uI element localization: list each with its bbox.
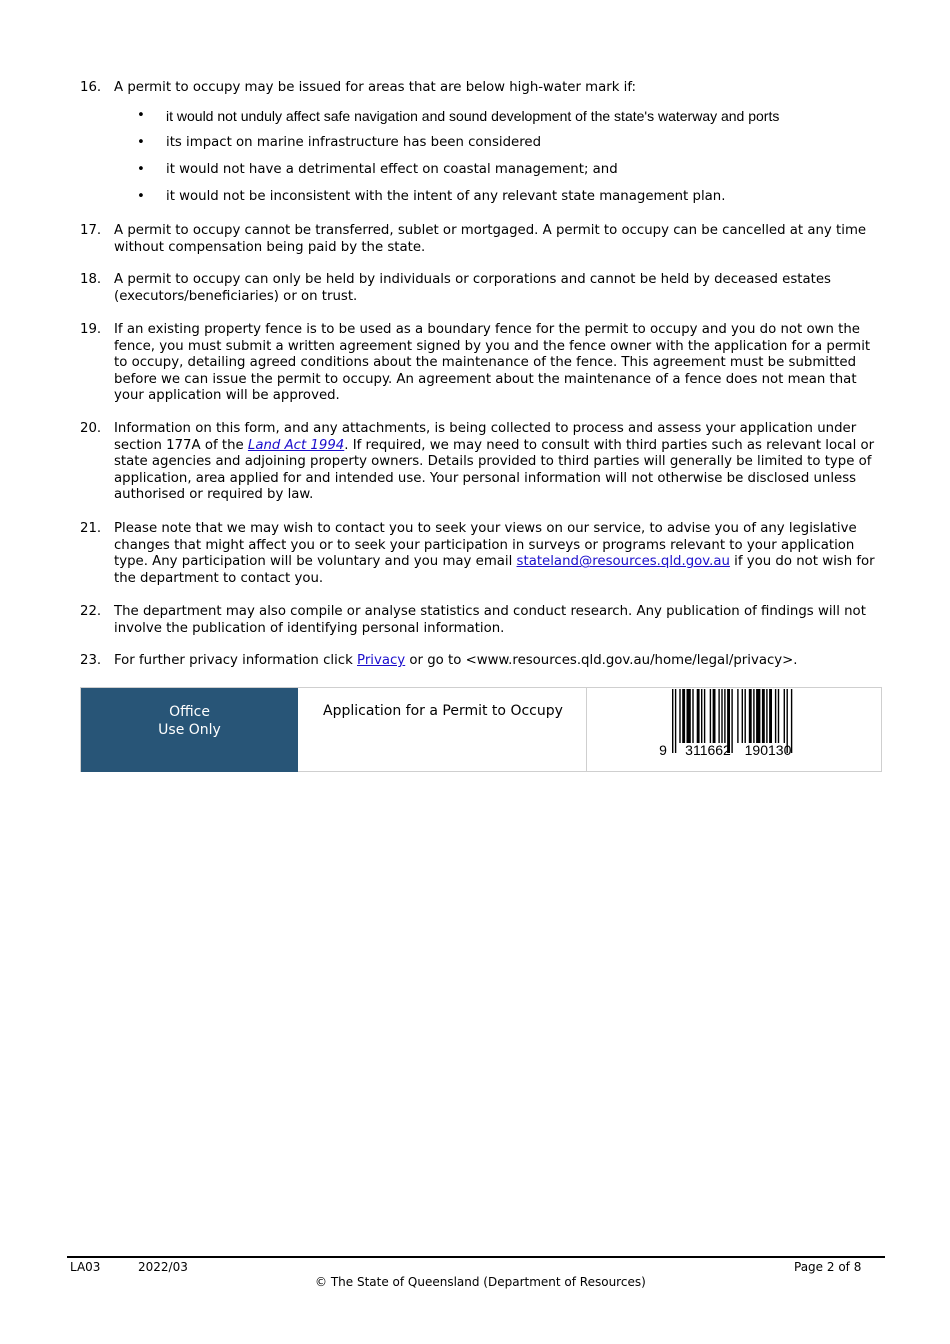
barcode-bar <box>682 689 685 743</box>
item-number: 22. <box>80 604 102 619</box>
footer-copyright: © The State of Queensland (Department of Resources) <box>315 1275 646 1289</box>
bullet-item <box>137 162 837 178</box>
barcode-bar <box>769 689 772 743</box>
barcode-digits-left: 311662 <box>685 742 731 758</box>
item-text <box>114 421 880 504</box>
item-text <box>114 521 880 587</box>
barcode-bar <box>692 689 693 743</box>
barcode-bar <box>701 689 702 743</box>
bullet-item <box>137 189 837 205</box>
item-text-part: For further privacy information click <box>114 653 358 668</box>
barcode-bar <box>775 689 776 743</box>
barcode-bar <box>745 689 746 743</box>
land-act-link[interactable]: Land Act 1994 <box>247 437 345 453</box>
item-text-part: if you do not wish for the department to contact you. <box>114 554 875 586</box>
bullet-text: it would not unduly affect safe navigation and sound development of the state's waterway and ports <box>166 108 780 124</box>
item-16 <box>80 80 880 97</box>
item-text: The department may also compile or analyse statistics and conduct research. Any publication of findings will not involve the publication of identifying personal information. <box>114 604 866 636</box>
barcode-bar <box>679 689 680 743</box>
barcode-digit-first: 9 <box>659 742 667 758</box>
item-23 <box>80 653 880 670</box>
item-21 <box>80 521 880 587</box>
footer-code: LA03 <box>70 1260 101 1274</box>
barcode <box>588 688 882 771</box>
bullet-dot: • <box>137 135 145 150</box>
barcode-bar <box>766 689 767 743</box>
barcode-digits-right: 190130 <box>744 742 792 758</box>
footer-page: Page 2 of 8 <box>794 1260 862 1274</box>
bullet-dot: • <box>137 162 145 177</box>
item-19 <box>80 322 880 405</box>
item-number: 21. <box>80 521 102 536</box>
item-number: 20. <box>80 421 102 436</box>
barcode-bar <box>713 689 716 743</box>
barcode-bar <box>704 689 705 743</box>
item-number: 18. <box>80 272 102 287</box>
item-number: 16. <box>80 80 102 95</box>
item-text: A permit to occupy can only be held by individuals or corporations and cannot be held by deceased estates (executors/beneficiaries) or on trust. <box>114 272 831 304</box>
barcode-bar <box>697 689 700 743</box>
office-use-cell <box>81 688 298 772</box>
form-title-cell <box>298 688 587 771</box>
item-20 <box>80 421 880 504</box>
form-title: Application for a Permit to Occupy <box>323 703 563 719</box>
barcode-bar <box>724 689 725 743</box>
item-number: 19. <box>80 322 102 337</box>
barcode-bar <box>731 689 732 753</box>
privacy-link[interactable]: Privacy <box>357 653 406 668</box>
barcode-bar <box>675 689 676 753</box>
item-text-part: Information on this form, and any attachments, is being collected to process and assess your application under section 177A of the <box>114 421 857 453</box>
barcode-bar <box>721 689 722 743</box>
barcode-bar <box>753 689 754 743</box>
barcode-bar <box>742 689 743 743</box>
item-22 <box>80 604 880 637</box>
item-text-part: Please note that we may wish to contact you to seek your views on our service, to advise you of any legislative changes that might affect you or to seek your participation in surveys or programs relevant to your application type. Any participation will be voluntary and you may email <box>114 521 857 570</box>
office-label-line2: Use Only <box>158 722 221 738</box>
barcode-bar <box>687 689 691 743</box>
footer-date: 2022/03 <box>138 1260 188 1274</box>
barcode-bar <box>756 689 760 743</box>
item-number: 23. <box>80 653 102 668</box>
bullet-item <box>137 135 837 151</box>
barcode-bar <box>672 689 673 753</box>
item-text: A permit to occupy cannot be transferred, sublet or mortgaged. A permit to occupy can be cancelled at any time without compensation being paid by the state. <box>114 223 867 255</box>
item-text: A permit to occupy may be issued for areas that are below high-water mark if: <box>114 80 637 95</box>
item-17 <box>80 223 880 256</box>
barcode-bar <box>710 689 711 743</box>
item-text: If an existing property fence is to be used as a boundary fence for the permit to occupy and you do not own the fence, you must submit a written agreement signed by you and the fence owner with the application for a permit to occupy, detailing agreed conditions about the maintenance of the fence. This agreement must be submitted before we can issue the permit to occupy. An agreement about the maintenance of a fence does not mean that your application will be approved. <box>114 322 871 404</box>
item-number: 17. <box>80 223 102 238</box>
item-text-part: or go to <www.resources.qld.gov.au/home/legal/privacy>. <box>405 653 798 668</box>
barcode-bar <box>737 689 738 743</box>
barcode-bar <box>749 689 752 743</box>
office-use-box <box>80 687 882 772</box>
barcode-bar <box>784 689 785 743</box>
barcode-cell <box>588 688 882 771</box>
bullet-item <box>137 108 837 124</box>
bullet-dot: • <box>137 108 145 123</box>
bullet-text: its impact on marine infrastructure has been considered <box>166 135 542 150</box>
bullet-text: it would not be inconsistent with the intent of any relevant state management plan. <box>166 189 726 204</box>
footer-rule <box>67 1256 885 1258</box>
item-18 <box>80 272 880 305</box>
bullet-dot: • <box>137 189 145 204</box>
office-label-line1: Office <box>169 704 210 720</box>
barcode-bar <box>778 689 779 743</box>
item-text <box>114 653 880 670</box>
email-link[interactable]: stateland@resources.qld.gov.au <box>516 554 730 570</box>
bullet-text: it would not have a detrimental effect on coastal management; and <box>166 162 618 177</box>
barcode-bar <box>718 689 719 743</box>
barcode-bar <box>762 689 765 743</box>
item-text-part: . If required, we may need to consult with third parties such as relevant local or state agencies and adjoining property owners. Details provided to third parties will generally be limited to type of application, area applied for and intended use. Your personal information will not otherwise be disclosed unless authorised or required by law. <box>114 437 875 503</box>
